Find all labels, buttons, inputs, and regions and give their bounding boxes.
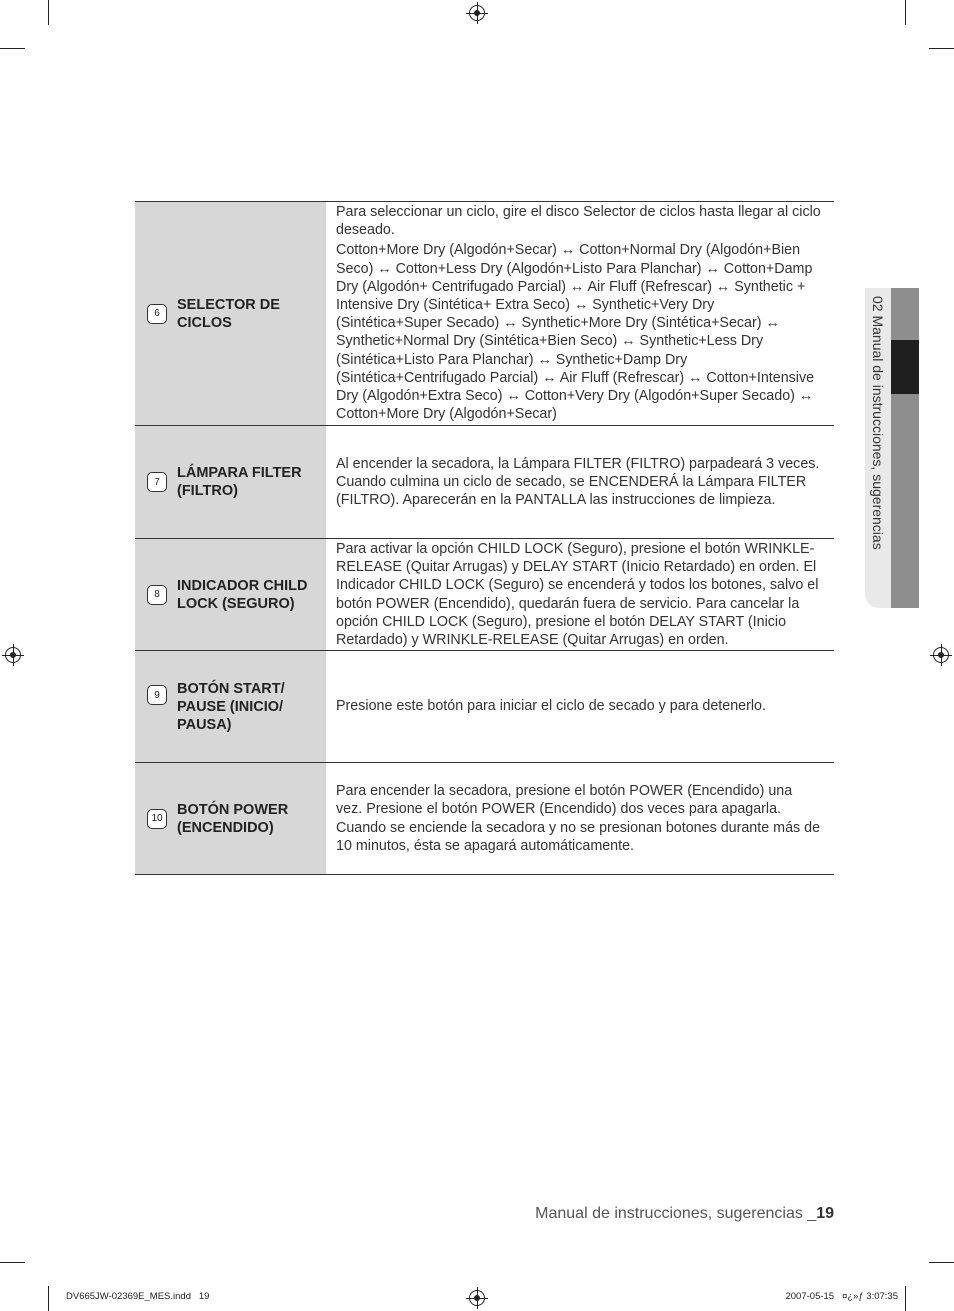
footer-section-title: Manual de instrucciones, sugerencias _: [535, 1205, 817, 1222]
table-row: [135, 763, 834, 875]
description-paragraph: Cotton+More Dry (Algodón+Secar) ↔ Cotton+Normal Dry (Algodón+Bien Seco) ↔ Cotton+Less Dry (Algodón+Listo Para Planchar) ↔ Cotton+Damp Dry (Algodón+ Centrifugado Parcial) ↔ Air Fluff (Refrescar) ↔ Synthetic + Intensive Dry (Sintética+ Extra Seco) ↔ Synthetic+Very Dry (Sintética+Super Secado) ↔ Synthetic+More Dry (Sintética+Secar) ↔ Synthetic+Normal Dry (Sintética+Bien Seco) ↔ Synthetic+Less Dry (Sintética+Listo Para Planchar) ↔ Synthetic+Damp Dry (Sintética+Centrifugado Parcial) ↔ Air Fluff (Refrescar) ↔ Cotton+Intensive Dry (Algodón+Extra Seco) ↔ Cotton+Very Dry (Algodón+Super Secado) ↔ Cotton+More Dry (Algodón+Secar): [336, 242, 815, 423]
crop-mark: [0, 1262, 25, 1263]
row-label-cell: [135, 539, 327, 650]
item-number-badge: 7: [147, 472, 167, 492]
description-paragraph: Para encender la secadora, presione el botón POWER (Encendido) una vez. Presione el botón POWER (Encendido) dos veces para apagarla. Cuando se enciende la secadora y no se presionan botones durante más de 10 minutos, ésta se apagará automáticamente.: [336, 783, 821, 854]
item-number-badge: 8: [147, 585, 167, 605]
description-paragraph: Presione este botón para iniciar el ciclo de secado y para detenerlo.: [336, 698, 766, 715]
print-slug-timestamp: 2007-05-15 ¤¿»ƒ 3:07:35: [785, 1291, 898, 1302]
table-row: [135, 426, 834, 539]
table-row: [135, 202, 834, 426]
page-number: 19: [816, 1205, 834, 1222]
row-label: LÁMPARA FILTER (FILTRO): [177, 465, 302, 499]
description-paragraph: Para activar la opción CHILD LOCK (Seguro), presione el botón WRINKLE-RELEASE (Quitar Arrugas) y DELAY START (Inicio Retardado) en orden. El Indicador CHILD LOCK (Seguro) se encenderá y todos los botones, salvo el botón POWER (Encendido), quedarán fuera de servicio. Para cancelar la opción CHILD LOCK (Seguro), presione el botón DELAY START (Inicio Retardado) y WRINKLE-RELEASE (Quitar Arrugas) en orden.: [336, 540, 819, 648]
registration-mark-icon: [469, 1290, 485, 1306]
description-paragraph: Al encender la secadora, la Lámpara FILTER (FILTRO) parpadeará 3 veces. Cuando culmina un ciclo de secado, se ENCENDERÁ la Lámpara FILTER (FILTRO). Aparecerán en la PANTALLA las instrucciones de limpieza.: [336, 455, 820, 509]
crop-mark: [0, 48, 25, 49]
description-paragraph: Para seleccionar un ciclo, gire el disco Selector de ciclos hasta llegar al ciclo deseado.: [336, 204, 821, 239]
registration-mark-icon: [5, 647, 21, 663]
row-label: BOTÓN START/ PAUSE (INICIO/ PAUSA): [177, 680, 285, 733]
table-row: [135, 651, 834, 763]
row-label-cell: [135, 202, 327, 425]
crop-mark: [48, 0, 49, 25]
chapter-title: 02 Manual de instrucciones, sugerencias: [870, 296, 886, 550]
crop-mark: [905, 0, 906, 25]
control-panel-table: [135, 201, 834, 875]
crop-mark: [929, 1262, 954, 1263]
row-description: [327, 651, 834, 762]
row-label-cell: [135, 763, 327, 874]
item-number-badge: 9: [147, 685, 167, 705]
page-footer: [535, 1205, 834, 1223]
row-description: [327, 202, 834, 425]
row-description: [327, 763, 834, 874]
item-number-badge: 10: [147, 809, 167, 829]
row-description: [327, 539, 834, 650]
print-slug-filename: DV665JW-02369E_MES.indd 19: [66, 1291, 210, 1302]
row-label: SELECTOR DE CICLOS: [177, 296, 280, 331]
registration-mark-icon: [933, 647, 949, 663]
tab-active-marker: [891, 340, 919, 394]
registration-mark-icon: [469, 5, 485, 21]
table-row: [135, 539, 834, 651]
row-label: INDICADOR CHILD LOCK (SEGURO): [177, 577, 308, 612]
crop-mark: [905, 1286, 906, 1311]
chapter-side-tab: [865, 288, 919, 608]
item-number-badge: 6: [147, 304, 167, 324]
crop-mark: [48, 1286, 49, 1311]
row-description: [327, 426, 834, 538]
tab-gray-bar: [891, 288, 919, 608]
crop-mark: [929, 48, 954, 49]
row-label-cell: [135, 426, 327, 538]
row-label-cell: [135, 651, 327, 762]
row-label: BOTÓN POWER (ENCENDIDO): [177, 801, 289, 836]
